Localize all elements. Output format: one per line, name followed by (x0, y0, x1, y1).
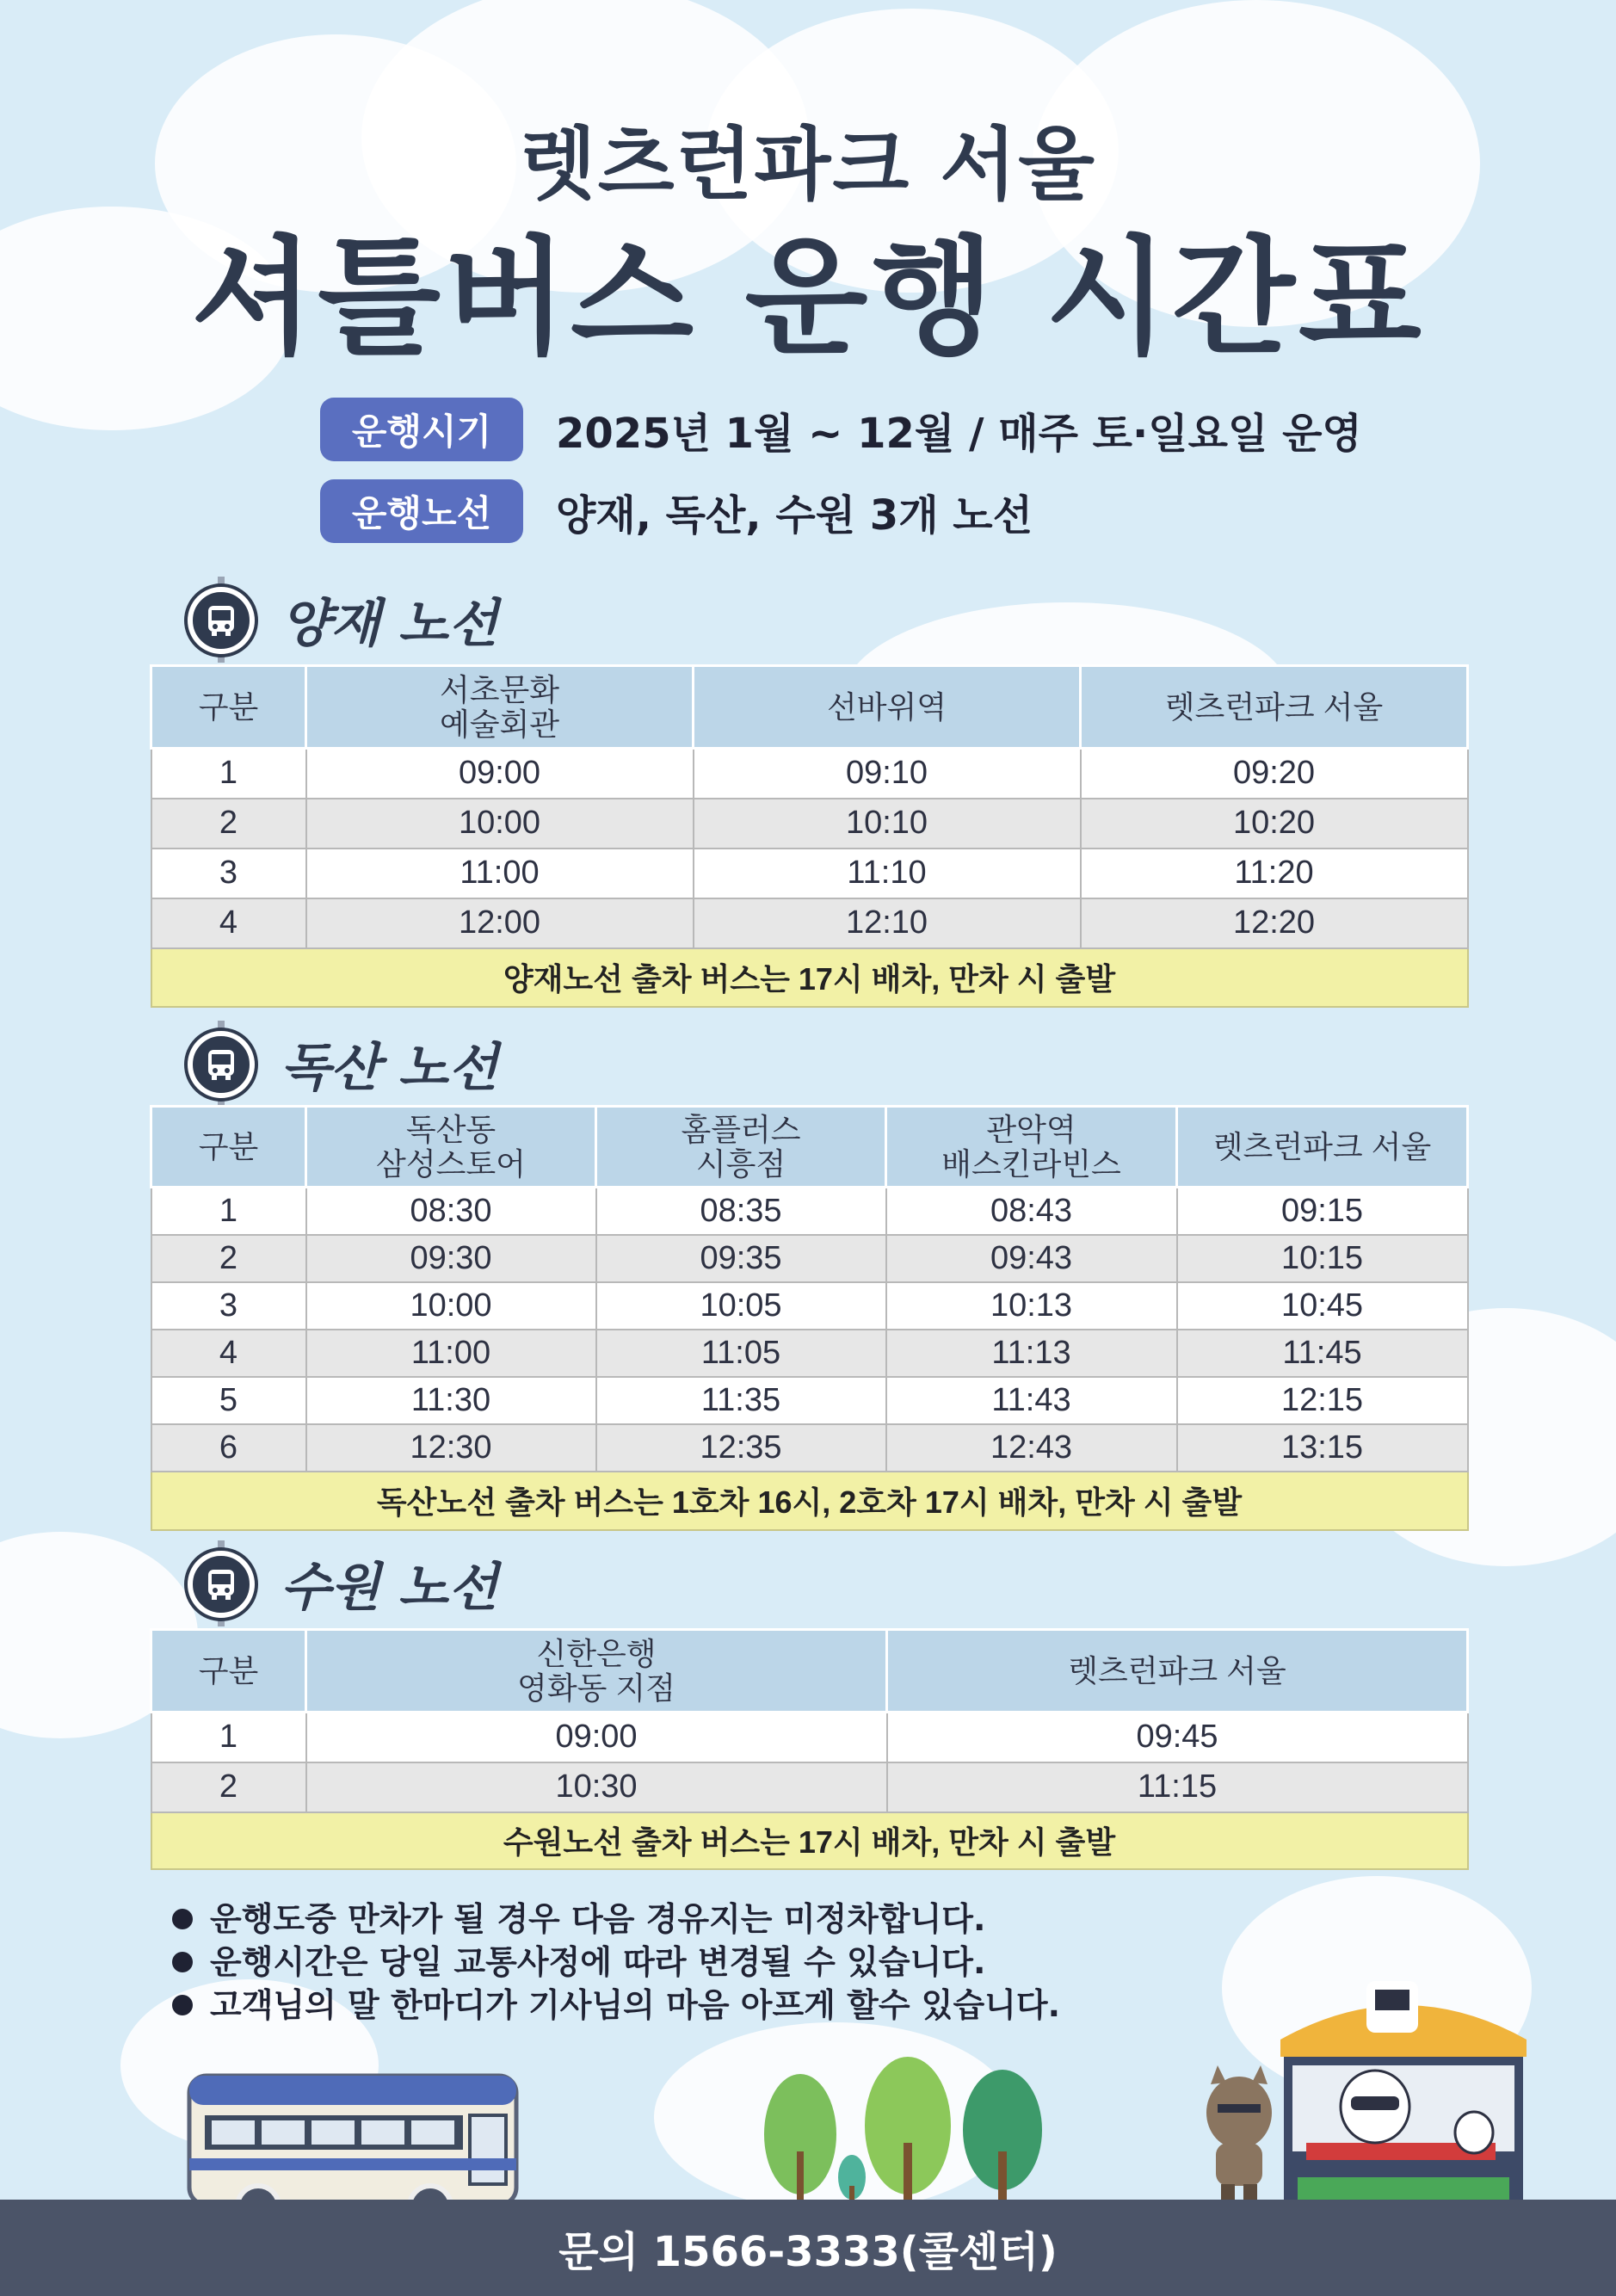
cell: 08:43 (886, 1188, 1177, 1235)
cell: 09:20 (1081, 749, 1468, 799)
cell: 09:45 (887, 1713, 1468, 1762)
table-row (151, 1282, 1468, 1330)
table-row (151, 1762, 1468, 1812)
cell: 2 (151, 799, 306, 849)
suwon-note: 수원노선 출차 버스는 17시 배차, 만차 시 출발 (151, 1812, 1468, 1869)
bullet-icon (172, 1952, 193, 1972)
doksan-note: 독산노선 출차 버스는 1호차 16시, 2호차 17시 배차, 만차 시 출발 (151, 1472, 1468, 1530)
column-header: 구분 (151, 1630, 306, 1713)
suwon-route-heading (181, 1540, 498, 1626)
cell: 08:30 (306, 1188, 596, 1235)
cell: 11:15 (887, 1762, 1468, 1812)
period-label-pill: 운행시기 (320, 398, 523, 461)
notice-item (172, 1898, 1060, 1941)
cell: 10:13 (886, 1282, 1177, 1330)
cell: 6 (151, 1424, 306, 1472)
cell: 10:20 (1081, 799, 1468, 849)
bus-stop-icon (181, 577, 258, 663)
cell: 09:30 (306, 1235, 596, 1282)
column-header: 서초문화 예술회관 (306, 666, 694, 749)
cell: 4 (151, 1330, 306, 1377)
info-period-row (320, 398, 1362, 461)
cell: 11:00 (306, 1330, 596, 1377)
period-value: 2025년 1월 ~ 12월 / 매주 토·일요일 운영 (556, 409, 1362, 458)
doksan-route-title: 독산 노선 (281, 1038, 498, 1098)
notice-text: 운행시간은 당일 교통사정에 따라 변경될 수 있습니다. (210, 1943, 986, 1981)
cell: 12:20 (1081, 898, 1468, 948)
yangjae-route-title: 양재 노선 (281, 594, 498, 654)
cell: 10:00 (306, 799, 694, 849)
cell: 09:43 (886, 1235, 1177, 1282)
yangjae-note: 양재노선 출차 버스는 17시 배차, 만차 시 출발 (151, 948, 1468, 1007)
notice-text: 고객님의 말 한마디가 기사님의 마음 아프게 할수 있습니다. (210, 1986, 1061, 2024)
cell: 11:20 (1081, 849, 1468, 898)
cell: 10:10 (694, 799, 1081, 849)
bullet-icon (172, 1909, 193, 1929)
table-row (151, 898, 1468, 948)
yangjae-timetable (150, 664, 1469, 1008)
cell: 12:00 (306, 898, 694, 948)
cell: 10:15 (1177, 1235, 1468, 1282)
column-header: 렛츠런파크 서울 (887, 1630, 1468, 1713)
suwon-route-title: 수원 노선 (281, 1558, 498, 1618)
cell: 12:15 (1177, 1377, 1468, 1424)
cell: 11:13 (886, 1330, 1177, 1377)
cell: 13:15 (1177, 1424, 1468, 1472)
cell: 11:43 (886, 1377, 1177, 1424)
table-row (151, 1330, 1468, 1377)
doksan-timetable (150, 1105, 1469, 1531)
column-header: 신한은행 영화동 지점 (306, 1630, 887, 1713)
column-header: 구분 (151, 666, 306, 749)
contact-footer: 문의 1566-3333(콜센터) (0, 2200, 1616, 2296)
notice-item (172, 1941, 1060, 1984)
cell: 5 (151, 1377, 306, 1424)
routes-value: 양재, 독산, 수원 3개 노선 (556, 491, 1033, 540)
column-header: 홈플러스 시흥점 (596, 1107, 886, 1188)
cell: 09:00 (306, 1713, 887, 1762)
note-row (151, 1472, 1468, 1530)
note-row (151, 1812, 1468, 1869)
cell: 08:35 (596, 1188, 886, 1235)
column-header: 구분 (151, 1107, 306, 1188)
cell: 09:10 (694, 749, 1081, 799)
cell: 11:45 (1177, 1330, 1468, 1377)
routes-label-pill: 운행노선 (320, 479, 523, 543)
table-row (151, 1713, 1468, 1762)
cell: 12:35 (596, 1424, 886, 1472)
cell: 09:35 (596, 1235, 886, 1282)
cell: 11:05 (596, 1330, 886, 1377)
note-row (151, 948, 1468, 1007)
table-row (151, 799, 1468, 849)
table-row (151, 1377, 1468, 1424)
cell: 10:45 (1177, 1282, 1468, 1330)
table-row (151, 849, 1468, 898)
bullet-icon (172, 1995, 193, 2015)
column-header: 렛츠런파크 서울 (1081, 666, 1468, 749)
cell: 2 (151, 1235, 306, 1282)
table-row (151, 1188, 1468, 1235)
cell: 10:30 (306, 1762, 887, 1812)
bus-shelter-illustration (1272, 1971, 1535, 2203)
notice-list (172, 1898, 1060, 2027)
column-header: 선바위역 (694, 666, 1081, 749)
notice-text: 운행도중 만차가 될 경우 다음 경유지는 미정차합니다. (210, 1900, 986, 1938)
bus-stop-icon (181, 1021, 258, 1107)
cell: 10:00 (306, 1282, 596, 1330)
cell: 1 (151, 1713, 306, 1762)
table-row (151, 749, 1468, 799)
cell: 11:30 (306, 1377, 596, 1424)
table-row (151, 1235, 1468, 1282)
tree-illustration (757, 2057, 1067, 2212)
title-subtitle: 렛츠런파크 서울 (519, 119, 1097, 211)
yangjae-route-heading (181, 577, 498, 663)
cell: 09:00 (306, 749, 694, 799)
info-routes-row (320, 479, 1033, 543)
cell: 3 (151, 1282, 306, 1330)
cell: 1 (151, 749, 306, 799)
cell: 1 (151, 1188, 306, 1235)
cell: 10:05 (596, 1282, 886, 1330)
page-title: 셔틀버스 운행 시간표 (191, 224, 1425, 372)
cell: 2 (151, 1762, 306, 1812)
bus-stop-icon (181, 1540, 258, 1626)
column-header: 관악역 배스킨라빈스 (886, 1107, 1177, 1188)
cell: 11:35 (596, 1377, 886, 1424)
cell: 12:43 (886, 1424, 1177, 1472)
cell: 11:00 (306, 849, 694, 898)
cell: 3 (151, 849, 306, 898)
notice-item (172, 1984, 1060, 2027)
column-header: 독산동 삼성스토어 (306, 1107, 596, 1188)
cell: 12:30 (306, 1424, 596, 1472)
cell: 09:15 (1177, 1188, 1468, 1235)
doksan-route-heading (181, 1021, 498, 1107)
cell: 4 (151, 898, 306, 948)
column-header: 렛츠런파크 서울 (1177, 1107, 1468, 1188)
suwon-timetable (150, 1628, 1469, 1870)
table-row (151, 1424, 1468, 1472)
cell: 12:10 (694, 898, 1081, 948)
cell: 11:10 (694, 849, 1081, 898)
